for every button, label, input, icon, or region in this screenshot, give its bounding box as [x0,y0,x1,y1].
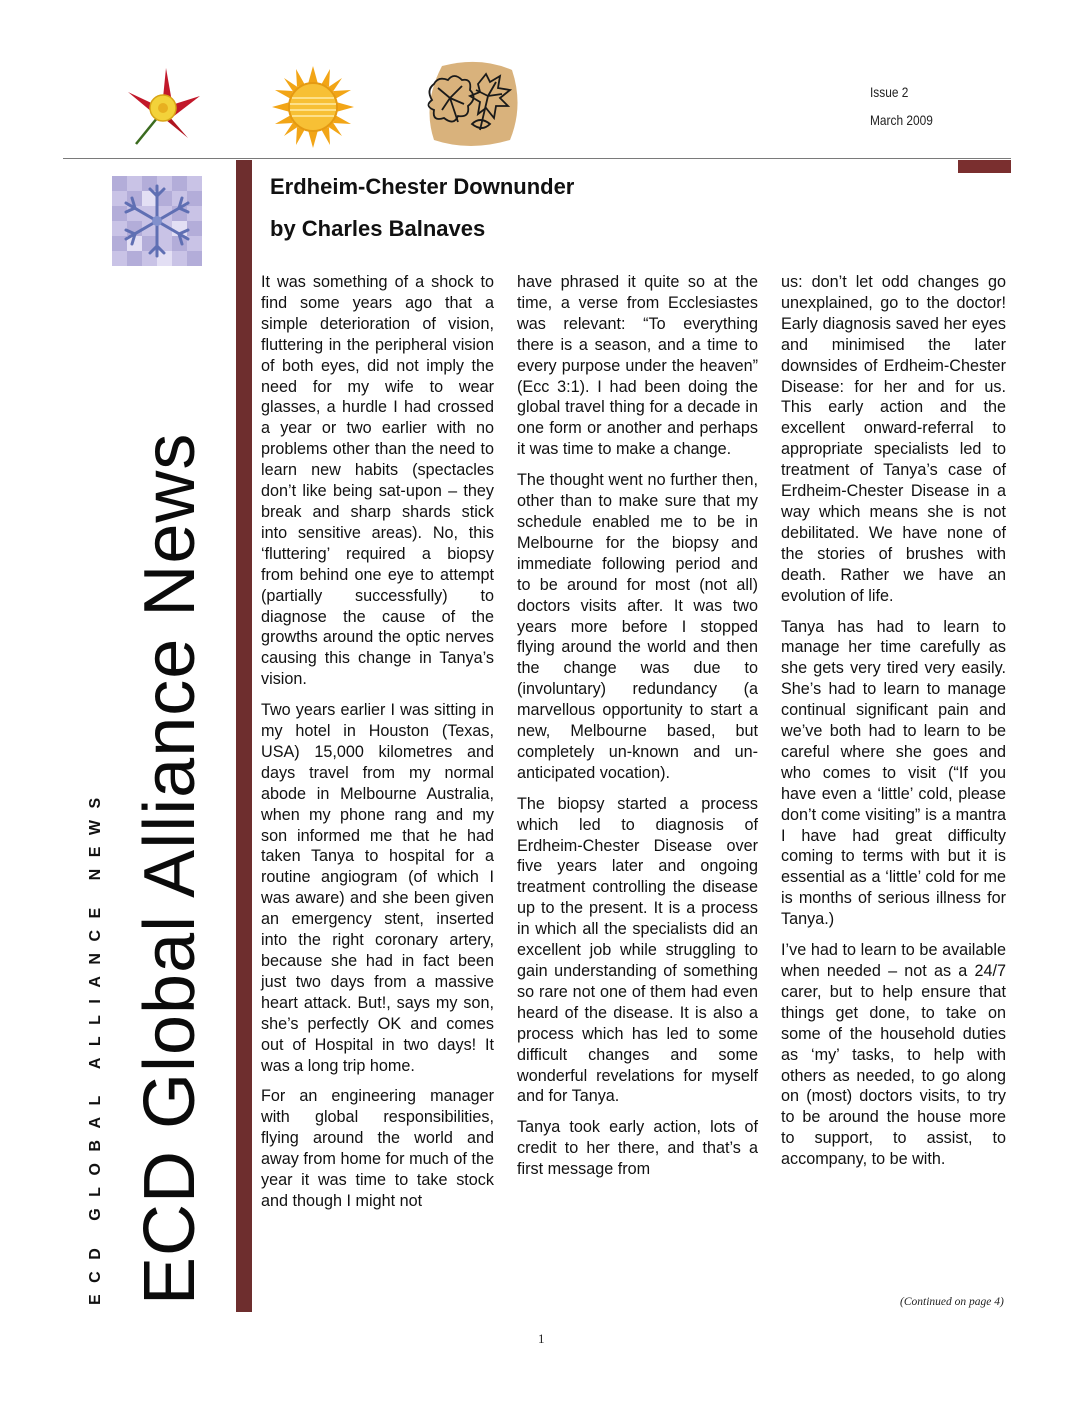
masthead-title: ECD Global Alliance News [130,432,210,1305]
paragraph: Tanya took early action, lots of credit to her there, and that’s a first message from [517,1118,758,1179]
paragraph: Tanya has had to learn to manage her time carefully as she gets very tired very easily. She’s had to learn to manage continual significant pain and we’ve both had to learn to be careful where she goes and who comes to visit (“If you have even a ‘little’ cold, please don’t come visiting” is a mantra I have had great difficulty coming to terms with but it is essential as a ‘little’ cold for me is months of serious illness for Tanya.) [781,617,1006,929]
article-column-1 [261,272,494,1222]
paragraph: It was something of a shock to find some years ago that a simple deterioration of vision, fluttering in the peripheral vision of both eyes, did not imply the need for my wife to wear glasses, a hurdle I had crossed a year or two earlier with no problems other than the need to learn new habits (spectacles don’t like being sat-upon – they break and sharp shards stick into sensitive areas). No, this ‘fluttering’ required a biopsy from behind one eye to attempt (partially successfully) to diagnose the cause of the growths around the optic nerves causing this change in Tanya’s vision. [261,273,494,689]
masthead-title-wrap [130,432,210,1305]
column-divider-bar [236,160,252,1312]
article-column-3 [781,272,1006,1180]
masthead-subtitle-wrap [88,786,104,1305]
article-headline [270,174,574,258]
columbine-flower-icon [122,66,202,146]
sun-icon [272,66,354,148]
issue-info [870,84,933,140]
continued-note: (Continued on page 4) [900,1296,1004,1308]
header-rule [63,158,1011,159]
article-byline: by Charles Balnaves [270,216,486,241]
paragraph: Two years earlier I was sitting in my hotel in Houston (Texas, USA) 15,000 kilometres and days travel from my normal abode in Melbourne Australia, when my phone rang and my son informed me that he had taken Tanya to hospital for a routine angiogram (of which I was aware) and she been given an emergency stent, inserted into the right coronary artery, because she had in fact been just two days from a massive heart attack. But!, says my son, she’s perfectly OK and comes out of Hospital in two days! It was a long trip home. [261,701,494,1075]
paragraph: have phrased it quite so at the time, a verse from Ecclesiastes was relevant: “To everything there is a season, and a time to every purpose under the heaven” (Ecc 3:1). I had been doing the global travel thing for a decade in one form or another and perhaps it was time to make a change. [517,273,758,459]
issue-number: Issue 2 [870,84,909,100]
autumn-leaves-icon [420,60,522,150]
article-column-2 [517,272,758,1190]
page-number: 1 [538,1331,545,1346]
paragraph: The biopsy started a process which led to diagnosis of Erdheim-Chester Disease over five years later and ongoing treatment controlling the disease up to the present. It is a process in which all the specialists did an excellent job while struggling to gain understanding of something so rare not one of them had even heard of the disease. It is also a process which has led to some difficult changes and some wonderful revelations for myself and for Tanya. [517,794,758,1106]
header-accent-bar [958,160,1011,173]
paragraph: us: don’t let odd changes go unexplained, go to the doctor! Early diagnosis saved her eyes and minimised the later downsides of Erdheim-Chester Disease: for her and for us. This early action and the excellent onward-referral to appropriate specialists led to treatment of Tanya’s case of Erdheim-Chester Disease in a way which means she is not debilitated. We have none of the stories of brushes with death. Rather we have an evolution of life. [781,273,1006,605]
paragraph: For an engineering manager with global responsibilities, flying around the world and away from home for much of the year it was time to take stock and though I might not [261,1087,494,1210]
issue-date: March 2009 [870,112,933,128]
snowflake-quilt-icon [112,176,202,266]
paragraph: The thought went no further then, other than to make sure that my schedule enabled me to be in Melbourne for the biopsy and immediate following period and to be around for most (not all) doctors visits after. It was two years more before I stopped flying around the world and then the change was due to (involuntary) redundancy (a marvellous opportunity to start a new, Melbourne based, but completely un-known and un-anticipated vocation). [517,471,758,782]
article-title: Erdheim-Chester Downunder [270,174,575,199]
paragraph: I’ve had to learn to be available when needed – not as a 24/7 carer, but to help ensure that things get done, to take on some of the household duties as ‘my’ tasks, to help with others as needed, to go along on (most) doctors visits, to try to be around the house more to support, to assist, to accompany, to be with. [781,941,1006,1169]
masthead-subtitle: ECD GLOBAL ALLIANCE NEWS [87,786,104,1305]
